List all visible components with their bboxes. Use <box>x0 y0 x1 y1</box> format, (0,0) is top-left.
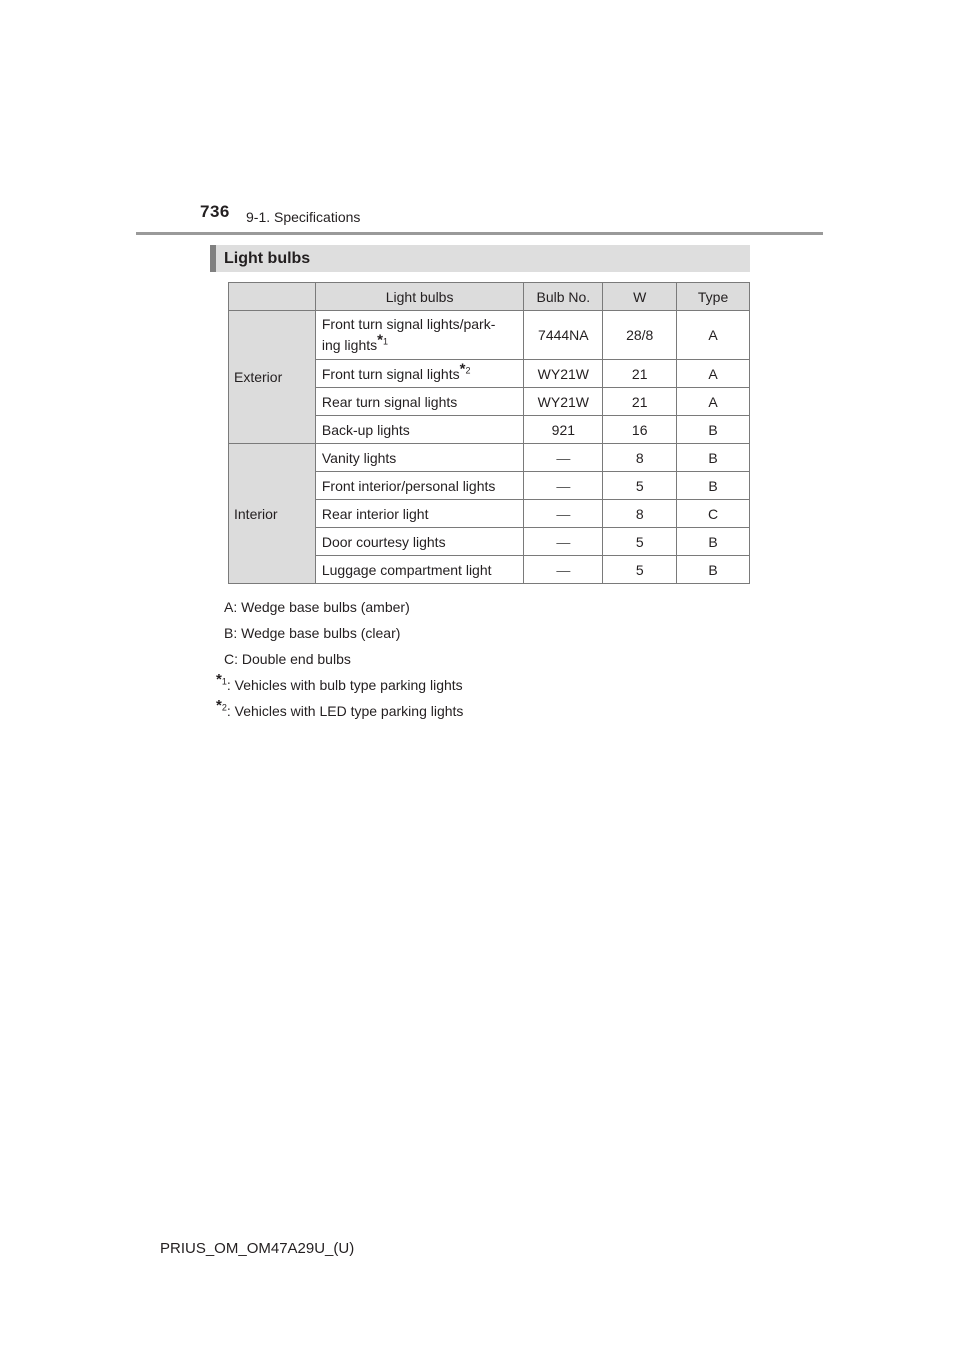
bulb-number-cell: — <box>524 500 603 528</box>
group-cell-interior: Interior <box>229 444 316 584</box>
footnote-1 <box>216 671 463 702</box>
bulb-name-cell: Rear interior light <box>315 500 524 528</box>
bulb-name-text: ing lights <box>321 337 378 353</box>
table-row <box>229 311 750 360</box>
bulb-name-cell: Back-up lights <box>315 416 524 444</box>
type-cell: B <box>677 556 750 584</box>
type-cell: B <box>677 444 750 472</box>
page-number: 736 <box>200 202 230 221</box>
section-heading <box>210 245 750 272</box>
bulb-number-cell: 921 <box>524 416 603 444</box>
footnote-number: 1 <box>382 336 388 347</box>
column-header-group <box>229 283 316 311</box>
bulb-name-cell: Vanity lights <box>315 444 524 472</box>
bulb-name-line: Front turn signal lights/park- <box>321 316 496 332</box>
bulb-name-cell: Front interior/personal lights <box>315 472 524 500</box>
footnote-number: 2 <box>465 364 471 375</box>
header-divider <box>136 232 823 235</box>
footnote-asterisk: * <box>459 359 466 377</box>
bulb-name-cell <box>315 311 524 360</box>
type-cell: B <box>677 416 750 444</box>
wattage-cell: 21 <box>603 388 677 416</box>
bulb-number-cell: WY21W <box>524 388 603 416</box>
wattage-cell: 21 <box>603 360 677 388</box>
bulb-number-cell: — <box>524 528 603 556</box>
bulb-name-line-2 <box>321 331 518 356</box>
type-cell: B <box>677 528 750 556</box>
footnote-asterisk: * <box>216 697 222 715</box>
wattage-cell: 8 <box>603 500 677 528</box>
type-legend-c: C: Double end bulbs <box>224 651 351 667</box>
wattage-cell: 16 <box>603 416 677 444</box>
group-cell-exterior: Exterior <box>229 311 316 444</box>
bulb-name-cell: Door courtesy lights <box>315 528 524 556</box>
bulb-number-cell: — <box>524 472 603 500</box>
type-legend-a: A: Wedge base bulbs (amber) <box>224 599 410 615</box>
footnote-2 <box>216 697 464 728</box>
bulb-name-cell: Rear turn signal lights <box>315 388 524 416</box>
column-header-type: Type <box>677 283 750 311</box>
table-header-row <box>229 283 750 311</box>
bulb-name-cell <box>315 360 524 388</box>
wattage-cell: 28/8 <box>603 311 677 360</box>
wattage-cell: 8 <box>603 444 677 472</box>
type-cell: A <box>677 360 750 388</box>
footnote-asterisk: * <box>377 331 383 349</box>
footnote-text: : Vehicles with LED type parking lights <box>226 703 464 719</box>
table-notes <box>216 598 464 728</box>
light-bulbs-table <box>228 282 750 584</box>
footnote-number: 1 <box>221 676 227 687</box>
section-title: 9-1. Specifications <box>246 209 361 225</box>
type-cell: A <box>677 388 750 416</box>
column-header-w: W <box>603 283 677 311</box>
column-header-bulb-no: Bulb No. <box>524 283 603 311</box>
bulb-number-cell: — <box>524 556 603 584</box>
table-row <box>229 444 750 472</box>
bulb-number-cell: 7444NA <box>524 311 603 360</box>
document-code-footer: PRIUS_OM_OM47A29U_(U) <box>160 1240 355 1257</box>
section-heading-text: Light bulbs <box>224 249 311 267</box>
wattage-cell: 5 <box>603 556 677 584</box>
wattage-cell: 5 <box>603 528 677 556</box>
type-legend-b: B: Wedge base bulbs (clear) <box>224 625 401 641</box>
type-cell: B <box>677 472 750 500</box>
bulb-number-cell: — <box>524 444 603 472</box>
footnote-text: : Vehicles with bulb type parking lights <box>226 677 463 693</box>
footnote-number: 2 <box>221 702 227 713</box>
type-cell: C <box>677 500 750 528</box>
wattage-cell: 5 <box>603 472 677 500</box>
type-cell: A <box>677 311 750 360</box>
bulb-number-cell: WY21W <box>524 360 603 388</box>
column-header-light-bulbs: Light bulbs <box>315 283 524 311</box>
footnote-asterisk: * <box>216 671 222 689</box>
bulb-name-cell: Luggage compartment light <box>315 556 524 584</box>
bulb-name-text: Front turn signal lights <box>321 365 460 382</box>
